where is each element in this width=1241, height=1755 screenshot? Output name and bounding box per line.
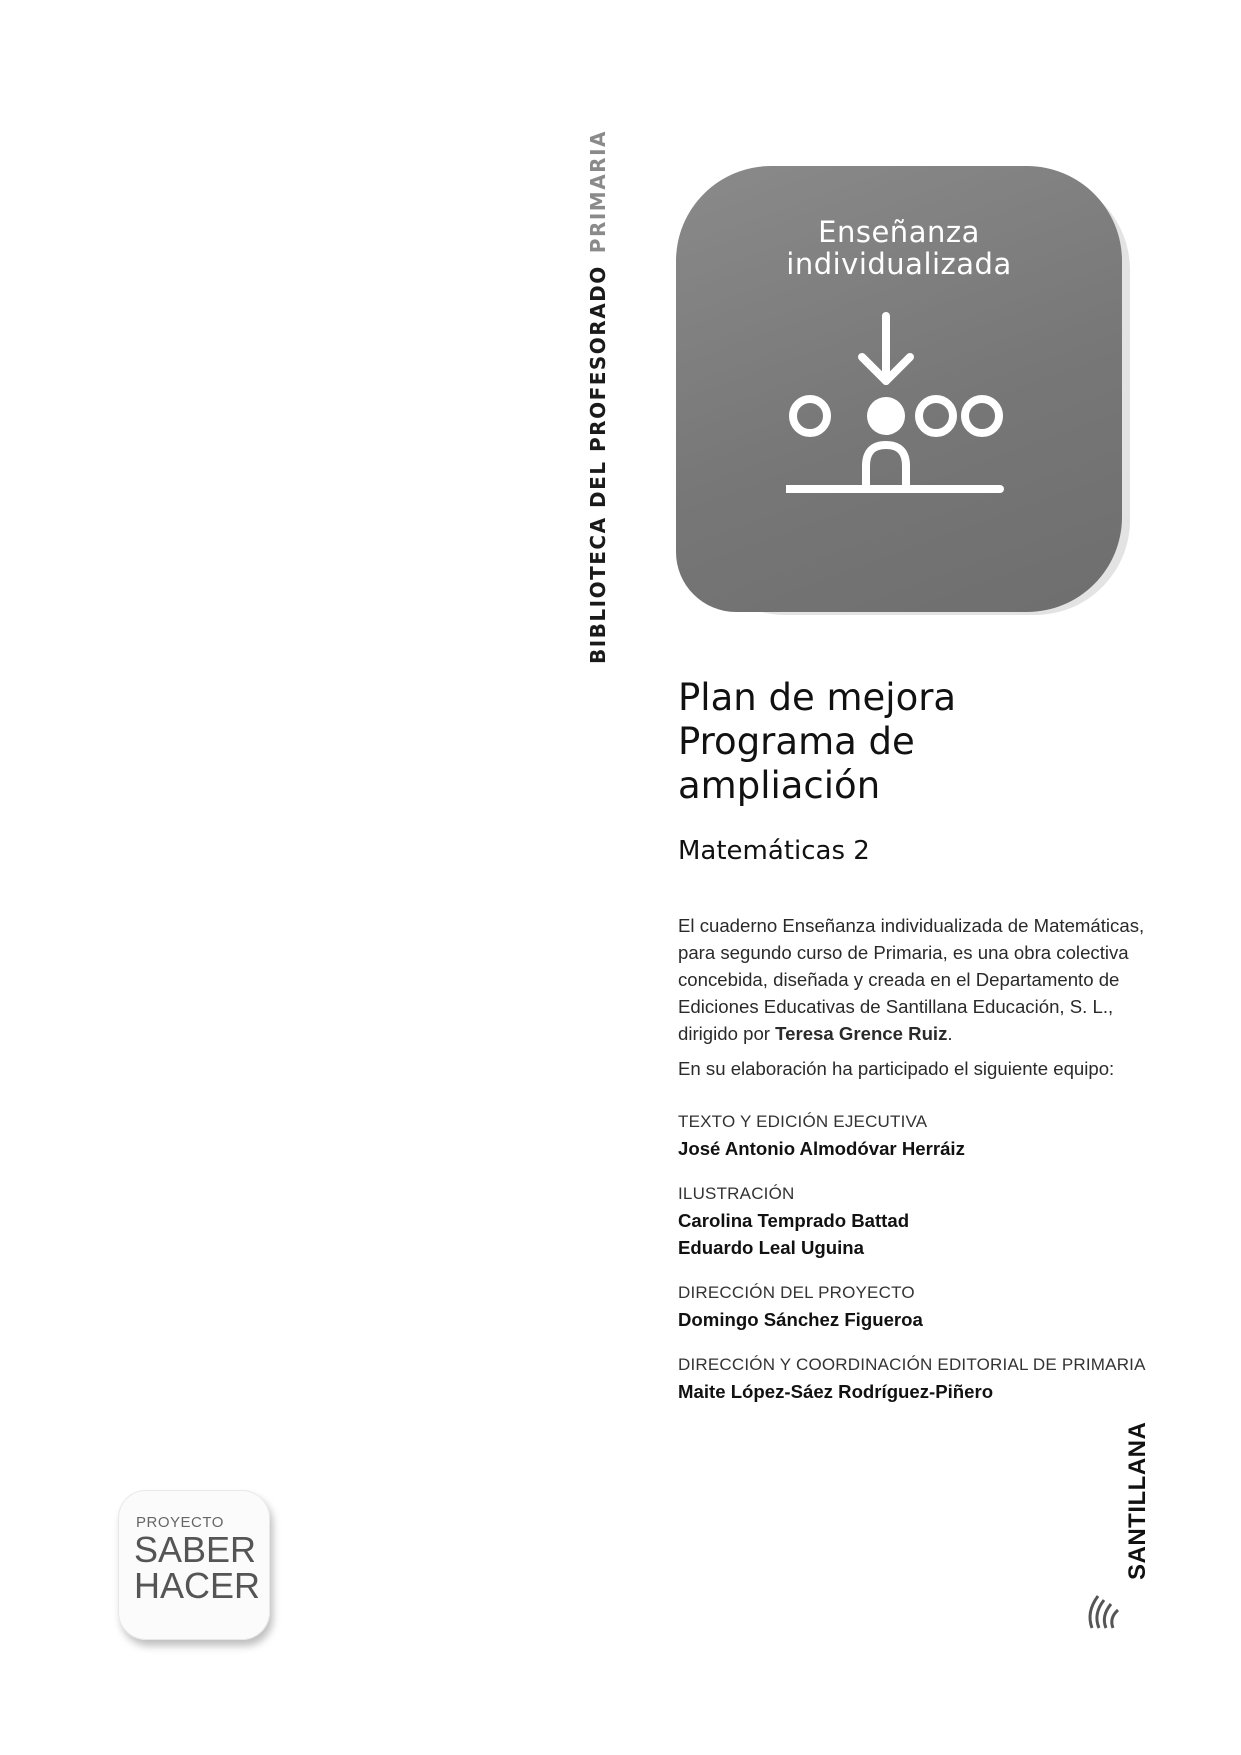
intro-text: El cuaderno Enseñanza individualizada de Matemáticas, para segundo curso de Primaria, es una obra colectiva concebida, diseñada y creada en el Departamento de Ediciones Educativas de Santillana Educación, S. L., dirigido por xyxy=(678,915,1145,1044)
badge-title xyxy=(676,216,1122,280)
individualized-learning-icon xyxy=(786,311,1006,511)
director-name: Teresa Grence Ruiz xyxy=(775,1023,948,1044)
credit-role: DIRECCIÓN Y COORDINACIÓN EDITORIAL DE PRIMARIA xyxy=(678,1355,1146,1374)
spine-label xyxy=(586,130,610,664)
saber-line1: PROYECTO xyxy=(136,1514,224,1531)
badge-title-line2: individualizada xyxy=(786,247,1012,281)
subject-title: Matemáticas 2 xyxy=(678,836,870,866)
credit-role: ILUSTRACIÓN xyxy=(678,1184,795,1203)
credit-proyecto xyxy=(678,1279,923,1333)
title-line1: Plan de mejora xyxy=(678,676,957,719)
saber-line2: SABER xyxy=(134,1529,257,1570)
title-line3: ampliación xyxy=(678,764,881,807)
title-line2: Programa de xyxy=(678,720,915,763)
saber-line3: HACER xyxy=(134,1565,261,1606)
intro-paragraph xyxy=(678,912,1158,1047)
saber-hacer-logo xyxy=(118,1490,270,1640)
intro-end: . xyxy=(947,1023,953,1044)
credit-texto xyxy=(678,1108,965,1162)
credit-coordinacion xyxy=(678,1351,1146,1405)
publisher-name: SANTILLANA xyxy=(1124,1421,1151,1580)
page-title xyxy=(678,676,956,808)
credit-name: José Antonio Almodóvar Herráiz xyxy=(678,1138,965,1159)
team-intro: En su elaboración ha participado el siguiente equipo: xyxy=(678,1058,1115,1079)
credit-role: TEXTO Y EDICIÓN EJECUTIVA xyxy=(678,1112,928,1131)
credit-name: Eduardo Leal Uguina xyxy=(678,1237,864,1258)
level-name: PRIMARIA xyxy=(586,130,610,254)
credit-ilustracion xyxy=(678,1180,909,1261)
series-name: BIBLIOTECA DEL PROFESORADO xyxy=(586,265,610,664)
badge-title-line1: Enseñanza xyxy=(818,215,980,249)
credit-role: DIRECCIÓN DEL PROYECTO xyxy=(678,1283,915,1302)
credit-name: Domingo Sánchez Figueroa xyxy=(678,1309,923,1330)
method-badge xyxy=(676,166,1122,612)
credit-name: Maite López-Sáez Rodríguez-Piñero xyxy=(678,1381,994,1402)
santillana-flame-icon xyxy=(1084,1588,1124,1632)
credit-name: Carolina Temprado Battad xyxy=(678,1210,910,1231)
